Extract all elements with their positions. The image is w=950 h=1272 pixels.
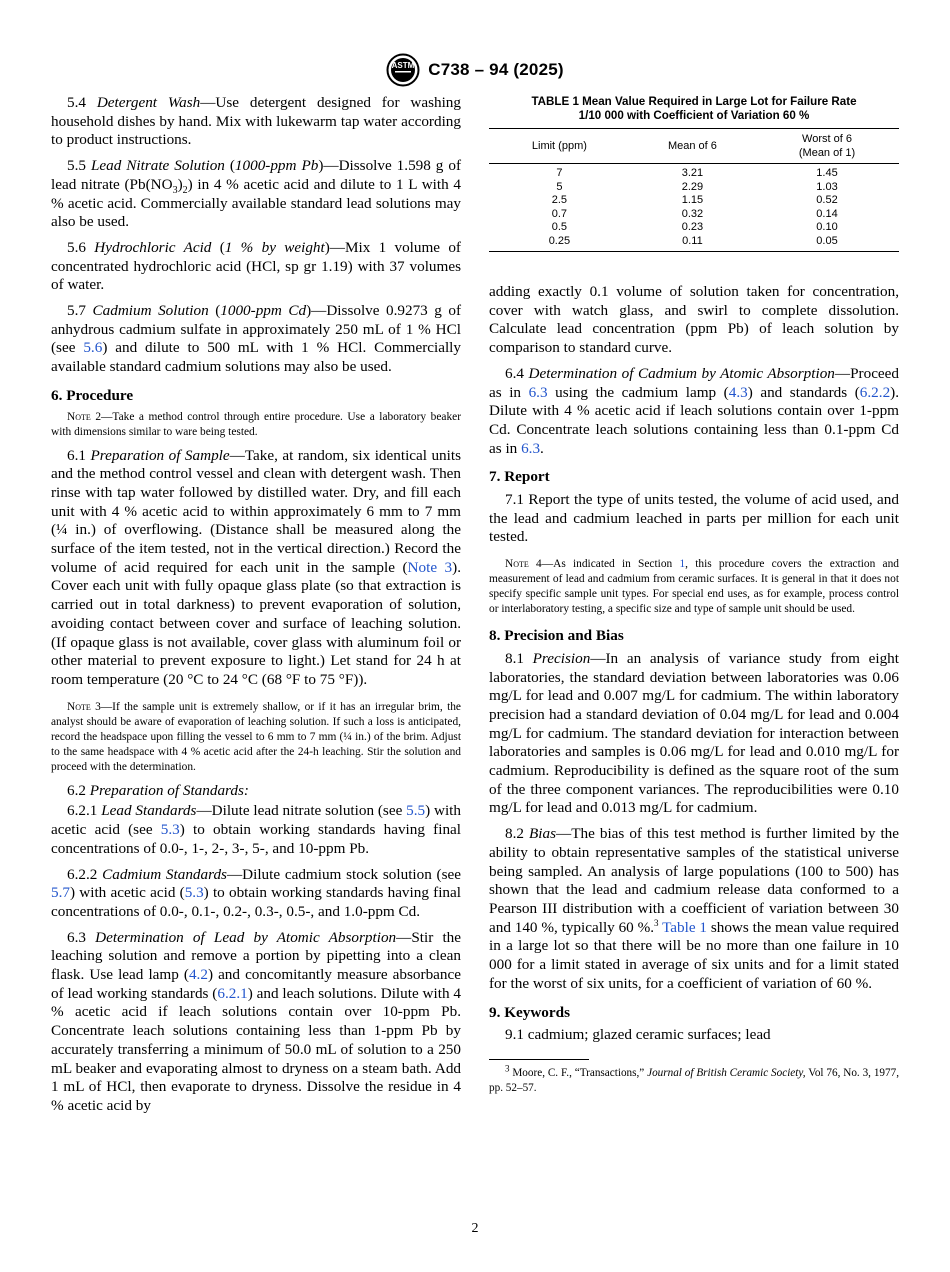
ref-5-3-link[interactable]: 5.3 (160, 821, 180, 839)
note-4: Note 4—As indicated in Section 1, this procedure covers the extraction and measurement of lead and cadmium from ceramic surfaces. It is general in that it does not specify specific sample unit types. For special end uses, as for example, process control or interlaboratory testing, a specific size and type of sample unit should be used. (489, 558, 899, 616)
section-8-heading: 8. Precision and Bias (489, 627, 624, 645)
table-cell: 2.5 (551, 194, 568, 207)
ref-5-7-link[interactable]: 5.7 (51, 884, 70, 902)
right-column (489, 283, 899, 1103)
table-cell: 2.29 (681, 180, 704, 193)
table-cell: 3.21 (681, 167, 704, 179)
document-designation: C738 – 94 (2025) (428, 60, 564, 79)
table-cell: 1.15 (681, 194, 704, 207)
table-cell: 0.32 (681, 207, 704, 220)
section-5-6: 5.6 Hydrochloric Acid (1 % by weight)—Mix 1 volume of concentrated hydrochloric acid (HCl, sp gr 1.19) with 37 volumes of water. (51, 238, 461, 294)
table-row (489, 181, 899, 195)
table-cell: 0.11 (630, 235, 755, 251)
ref-5-3-link[interactable]: 5.3 (184, 884, 204, 902)
ref-5-5-link[interactable]: 5.5 (406, 802, 426, 820)
table-cell: 7 (556, 167, 563, 179)
table-row (489, 235, 899, 251)
table-cell: 0.10 (816, 221, 838, 234)
table-cell: 0.14 (816, 207, 838, 220)
table-cell: 1.03 (816, 180, 838, 193)
section-6-1: 6.1 Preparation of Sample—Take, at random, six identical units and the method control vessel and clean with detergent wash. Then rinse with tap water followed by distilled water. Dry, and fill each unit with 4 % acetic acid to within approximately 6 mm to 7 mm (¼ in.) of overflowing. (Distance shall be measured along the surface of the item tested, not in the vertical direction.) Record the volume of acid required for each unit in the sample (Note 3). Cover each unit with fully opaque glass plate (so that extraction is carried out in total darkness) to prevent evaporation of solution, avoiding contact between cover and surface of leaching solution. (If opaque glass is not available, cover glass with aluminum foil or other material to prevent exposure to light.) Let stand for 24 h at room temperature (20 °C to 24 °C (68 °F to 75 °F)). (51, 446, 461, 688)
ref-6-3-link[interactable]: 6.3 (528, 383, 548, 401)
section-7-heading: 7. Report (489, 468, 550, 486)
section-9-heading: 9. Keywords (489, 1003, 570, 1021)
ref-5-6-link[interactable]: 5.6 (83, 339, 103, 357)
section-6-3-continued: adding exactly 0.1 volume of solution taken for concentration, cover with watch glass, and swirl to complete dissolution. Calculate lead concentration (ppm Pb) of leach solution by comparison to standard curve. (489, 283, 899, 357)
section-6-2: 6.2 Preparation of Standards: (67, 781, 249, 799)
section-7-1: 7.1 Report the type of units tested, the volume of acid used, and the lead and cadmium leached in parts per million for each unit tested. (489, 491, 899, 546)
section-5-5: 5.5 Lead Nitrate Solution (1000-ppm Pb)—Dissolve 1.598 g of lead nitrate $(Pb(NO_3)_2)$ in 4 % acetic acid and dilute to 1 L with 4 % acetic acid. Commercially available standard lead solutions may also be used. (51, 157, 462, 231)
ref-6-3-link[interactable]: 6.3 (521, 439, 541, 457)
section-8-1: 8.1 Precision—In an analysis of variance study from eight laboratories, the standard deviation between laboratories was 0.06 mg/L for lead and 0.007 mg/L for cadmium. The within laboratory precision had a standard deviation of 0.04 mg/L for lead and 0.004 mg/L for cadmium. The standard deviation for interaction between laboratories and samples is 0.06 mg/L for lead and 0.010 mg/L for cadmium. Reproducibility is defined as the square root of the sum of the three component variances. The reproducibilities were 0.10 mg/L for lead and 0.013 mg/L for cadmium. (489, 649, 899, 817)
note-2: Note 2—Take a method control through entire procedure. Use a laboratory beaker with dimensions similar to ware being tested. (51, 410, 461, 438)
table-1-grid (489, 128, 899, 252)
page-number: 2 (471, 1221, 479, 1236)
section-5-7: 5.7 Cadmium Solution (1000-ppm Cd)—Dissolve 0.9273 g of anhydrous cadmium sulfate in approximately 250 mL of 1 % HCl (see 5.6) and dilute to 500 mL with 1 % HCl. Commercially available standard cadmium solutions may also be used. (51, 302, 462, 376)
section-6-4: 6.4 Determination of Cadmium by Atomic Absorption—Proceed as in 6.3 using the cadmium lamp (4.3) and standards (6.2.2). Dilute with 4 % acetic acid if leach solutions contain over 1-ppm Cd. Concentrate leach solutions containing less than 0.1-ppm Cd as in 6.3. (489, 364, 900, 457)
table-cell: 0.05 (755, 235, 899, 251)
table-row (489, 208, 899, 222)
logo-text: ASTM (391, 61, 415, 70)
table-cell: 0.52 (816, 194, 838, 207)
ref-4-3-link[interactable]: 4.3 (728, 383, 748, 401)
section-5-4: 5.4 Detergent Wash—Use detergent designed for washing household dishes by hand. Mix with lukewarm tap water according to product instructions. (51, 94, 461, 149)
table-cell: 0.5 (551, 221, 568, 234)
section-6-3: 6.3 Determination of Lead by Atomic Absorption—Stir the leaching solution and remove a portion by pipetting into a clean flask. Use lead lamp (4.2) and concomitantly measure absorbance of lead working standards (6.2.1) and leach solutions. Dilute with 4 % acetic acid if leach solutions contain over 10-ppm Pb. Concentrate leach solutions containing less than 1-ppm Pb by accurately transferring a minimum of 50.0 mL of solution to a 250 mL beaker and evaporating almost to dryness on a steam bath. Add 1 mL of HCl, then evaporate to dryness. Dissolve the residue in 4 % acetic acid by (51, 928, 462, 1114)
ref-note-3-link[interactable]: Note 3 (407, 558, 453, 576)
section-9-1: 9.1 cadmium; glazed ceramic surfaces; lead (505, 1026, 771, 1044)
ref-6-2-1-link[interactable]: 6.2.1 (217, 984, 248, 1002)
note-3: Note 3—If the sample unit is extremely shallow, or if it has an irregular brim, the analyst should be aware of evaporation of leaching solution. If such a loss is anticipated, record the headspace upon filling the vessel to 6 mm to 7 mm (¼ in.) of the brim. Adjust to the same headspace with 4 % acetic acid after the 24-h leaching. Stir the solution and proceed with the determination. (51, 700, 461, 773)
section-6-2-2: 6.2.2 Cadmium Standards—Dilute cadmium stock solution (see 5.7) with acetic acid (5.3) to obtain working standards having final concentrations of 0.0-, 0.1-, 0.2-, 0.3-, 0.5-, and 1.0-ppm Cd. (51, 865, 461, 920)
footnote-3: $^3$ Moore, C. F., “Transactions,” Journal of British Ceramic Society, Vol 76, No. 3, 1977, pp. 52–57. (489, 1063, 899, 1094)
table-1 (489, 95, 899, 252)
table-row (489, 164, 899, 181)
left-column (51, 94, 461, 1123)
col-header-mean: Mean of 6 (630, 129, 755, 164)
section-8-2: 8.2 Bias—The bias of this test method is further limited by the ability to obtain representative samples of the statistical universe being sampled. An analysis of large populations (100 to 500) has shown that the lead and cadmium release data conformed to a Pearson III distribution with a coefficient of variation between 30 and 140 %, typically 60 %.$^3$ Table 1 shows the mean value required in a large lot so that there will be no more than one failure in 10 000 for a limit stated in average of six units and for a limit stated for the worst of six units, for a coefficient of variation of 60 %. (489, 825, 900, 992)
table-row (489, 194, 899, 208)
section-6-heading: 6. Procedure (51, 386, 134, 404)
section-6-2-1: 6.2.1 Lead Standards—Dilute lead nitrate solution (see 5.5) with acetic acid (see 5.3) to obtain working standards having final concentrations of 0.0-, 1-, 2-, 3-, 5-, and 10-ppm Pb. (51, 802, 461, 857)
ref-4-2-link[interactable]: 4.2 (188, 966, 208, 984)
table-cell: 0.7 (551, 207, 568, 220)
col-header-worst: Worst of 6 (Mean of 1) (755, 129, 899, 164)
table-caption: TABLE 1 Mean Value Required in Large Lot for Failure Rate 1/10 000 with Coefficient of Variation 60 % (531, 95, 857, 122)
ref-table-1-link[interactable]: Table 1 (662, 918, 708, 936)
ref-section-1-link[interactable]: 1 (679, 558, 686, 571)
table-row (489, 221, 899, 235)
table-cell: 0.25 (489, 235, 630, 251)
table-cell: 1.45 (816, 167, 838, 179)
astm-logo-icon (386, 53, 420, 87)
page-header (0, 52, 950, 88)
table-cell: 0.23 (681, 221, 704, 234)
ref-6-2-2-link[interactable]: 6.2.2 (859, 383, 891, 401)
table-cell: 5 (556, 180, 563, 193)
col-header-limit: Limit (ppm) (489, 129, 630, 164)
footnote-divider (489, 1059, 589, 1060)
